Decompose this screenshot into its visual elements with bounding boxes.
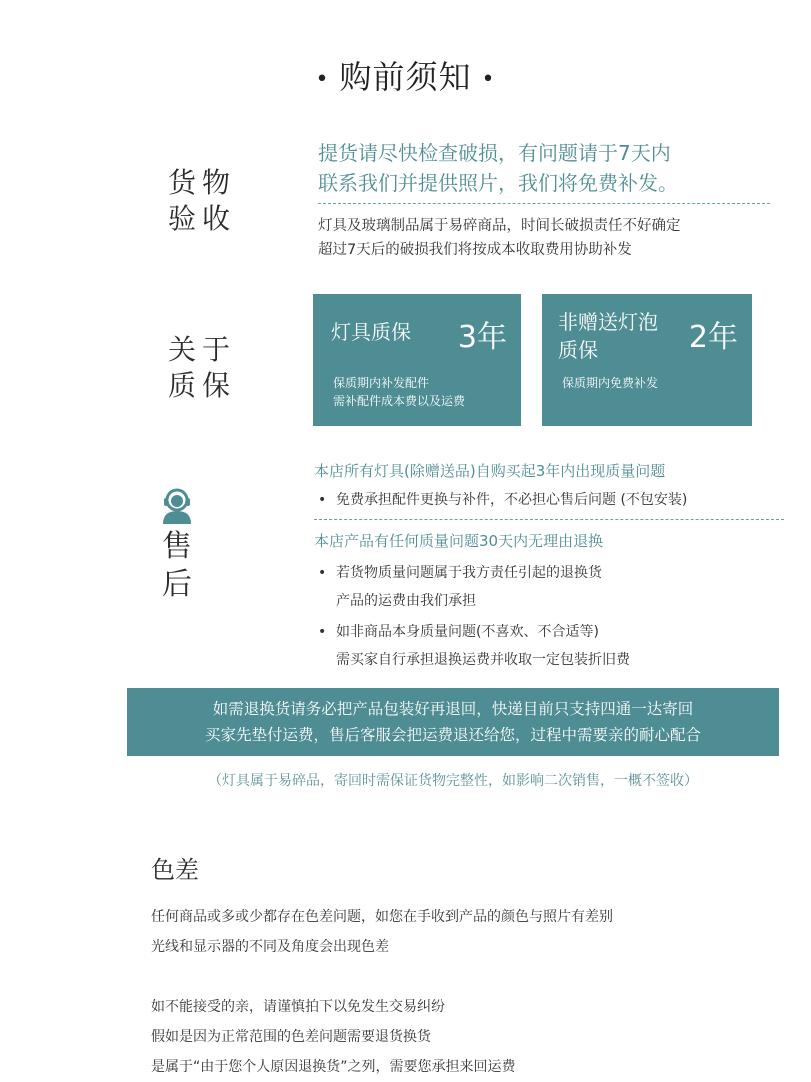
after-sales-bullet-2-line2: 产品的运费由我们承担 xyxy=(336,593,476,609)
color-difference-spacer xyxy=(151,962,771,992)
inspection-note-line1: 灯具及玻璃制品属于易碎商品，时间长破损责任不好确定 xyxy=(318,218,681,234)
after-sales-heading-1: 本店所有灯具(除赠送品)自购买起3年内出现质量问题 xyxy=(314,462,666,480)
after-sales-bullet-1 xyxy=(318,488,687,512)
warranty-card-name xyxy=(331,318,411,346)
warranty-label-line1: 关于 xyxy=(168,333,237,366)
color-difference-line: 假如是因为正常范围的色差问题需要退货换货 xyxy=(151,1029,431,1045)
warranty-card-note xyxy=(333,374,465,410)
return-policy-banner xyxy=(127,688,779,756)
after-sales-bullet-2-line1: 若货物质量问题属于我方责任引起的退换货 xyxy=(336,565,602,581)
color-difference-line: 如不能接受的亲，请谨慎拍下以免发生交易纠纷 xyxy=(151,999,445,1015)
title-dot-left: • xyxy=(315,66,330,92)
after-sales-divider xyxy=(314,519,784,520)
warranty-card-lamp xyxy=(313,294,521,426)
banner-line2: 买家先垫付运费，售后客服会把运费退还给您，过程中需要亲的耐心配合 xyxy=(204,726,701,744)
warranty-label-line2: 质保 xyxy=(168,369,237,402)
warranty-card-bulb xyxy=(542,294,752,426)
after-sales-label xyxy=(162,528,198,604)
inspection-highlight-line1: 提货请尽快检查破损，有问题请于7天内 xyxy=(318,141,671,165)
inspection-note xyxy=(318,214,681,262)
color-difference-line: 光线和显示器的不同及角度会出现色差 xyxy=(151,939,389,955)
warranty-card-name xyxy=(558,308,658,364)
fragile-note: （灯具属于易碎品，寄回时需保证货物完整性，如影响二次销售，一概不签收） xyxy=(208,773,698,789)
after-sales-bullet-1-text: 免费承担配件更换与补件，不必担心售后问题 (不包安装) xyxy=(336,492,688,508)
color-difference-body xyxy=(151,902,771,1082)
inspection-label xyxy=(168,165,236,237)
title-dot-right: • xyxy=(481,66,496,92)
inspection-label-line1: 货物 xyxy=(168,166,237,199)
inspection-label-line2: 验收 xyxy=(168,202,237,235)
inspection-divider xyxy=(318,203,770,204)
page-title xyxy=(0,52,811,98)
bullet-dot: • xyxy=(318,624,327,640)
customer-service-icon xyxy=(160,488,194,524)
warranty-card-name-line1: 灯具质保 xyxy=(331,320,411,344)
warranty-card-name-line2: 质保 xyxy=(558,338,598,362)
color-difference-title: 色差 xyxy=(151,856,199,884)
after-sales-bullet-3-line1: 如非商品本身质量问题(不喜欢、不合适等) xyxy=(336,624,599,640)
warranty-card-note-line1: 保质期内补发配件 xyxy=(333,376,430,390)
inspection-highlight xyxy=(318,138,678,198)
warranty-card-note-line1: 保质期内免费补发 xyxy=(562,376,659,390)
warranty-card-years: 3年 xyxy=(457,320,507,355)
bullet-dot: • xyxy=(318,492,327,508)
inspection-highlight-line2: 联系我们并提供照片，我们将免费补发。 xyxy=(318,171,678,195)
warranty-card-name-line1: 非赠送灯泡 xyxy=(558,310,658,334)
after-sales-label-line2: 后 xyxy=(162,567,198,602)
page-title-text: 购前须知 xyxy=(339,58,472,96)
bullet-dot: • xyxy=(318,565,327,581)
color-difference-line: 任何商品或多或少都存在色差问题，如您在手收到产品的颜色与照片有差别 xyxy=(151,909,613,925)
after-sales-bullet-3-line2: 需买家自行承担退换运费并收取一定包装折旧费 xyxy=(336,652,630,668)
banner-line1: 如需退换货请务必把产品包装好再退回，快递目前只支持四通一达寄回 xyxy=(212,700,694,718)
warranty-card-note xyxy=(562,374,658,392)
inspection-note-line2: 超过7天后的破损我们将按成本收取费用协助补发 xyxy=(318,242,632,258)
after-sales-label-line1: 售 xyxy=(162,529,198,564)
after-sales-heading-2: 本店产品有任何质量问题30天内无理由退换 xyxy=(314,532,604,550)
after-sales-bullet-2 xyxy=(318,559,602,615)
warranty-label xyxy=(168,332,236,404)
warranty-card-years: 2年 xyxy=(688,320,738,355)
warranty-card-note-line2: 需补配件成本费以及运费 xyxy=(333,394,466,408)
color-difference-line: 是属于“由于您个人原因退换货”之列，需要您承担来回运费 xyxy=(151,1059,516,1075)
after-sales-bullet-3 xyxy=(318,618,630,674)
